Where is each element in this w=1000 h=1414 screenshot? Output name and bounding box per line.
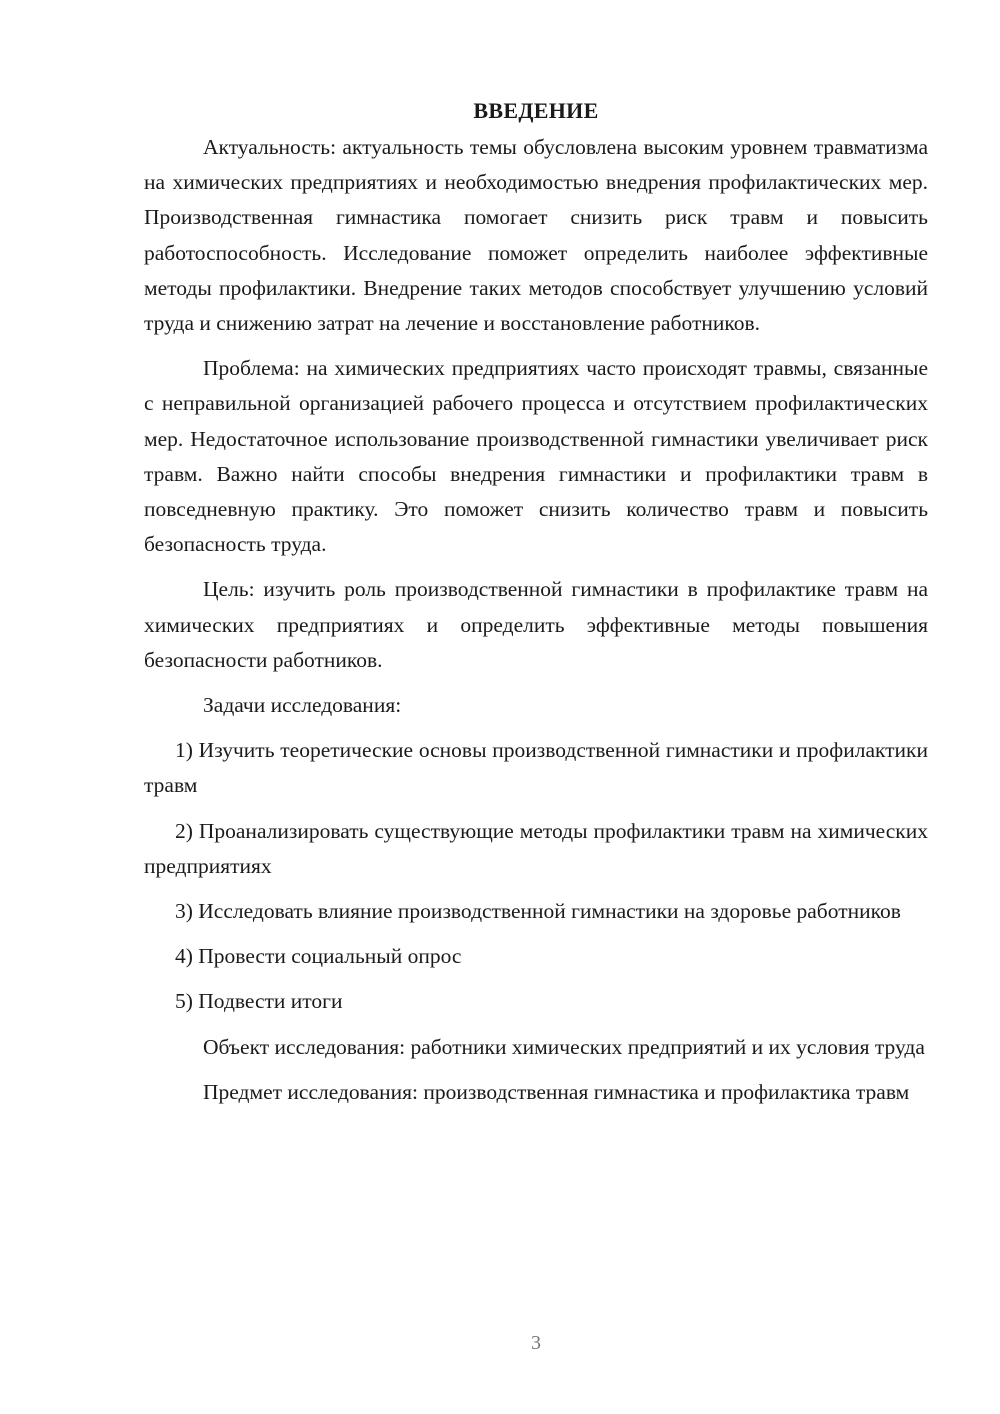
document-page — [144, 96, 928, 1120]
task-item-2: 2) Проанализировать существующие методы профилактики травм на химических предприятиях — [144, 818, 928, 878]
paragraph-tasks-intro: Задачи исследования: — [203, 693, 402, 718]
paragraph-goal: Цель: изучить роль производственной гимнастики в профилактике травм на химических предприятиях и определить эффективные методы повышения безопасности работников. — [144, 577, 928, 672]
paragraph-subject: Предмет исследования: производственная гимнастика и профилактика травм — [203, 1079, 910, 1104]
task-item-5: 5) Подвести итоги — [175, 989, 343, 1014]
paragraph-object: Объект исследования: работники химических предприятий и их условия труда — [203, 1034, 925, 1059]
page-number: 3 — [531, 1332, 541, 1354]
section-heading: ВВЕДЕНИЕ — [473, 98, 599, 123]
paragraph-problem: Проблема: на химических предприятиях часто происходят травмы, связанные с неправильной организацией рабочего процесса и отсутствием профилактических мер. Недостаточное использование производственной гимнастики увеличивает риск травм. Важно найти способы внедрения гимнастики и профилактики травм в повседневную практику. Это поможет снизить количество травм и повысить безопасность труда. — [144, 356, 928, 557]
paragraph-relevance: Актуальность: актуальность темы обусловлена высоким уровнем травматизма на химических предприятиях и необходимостью внедрения профилактических мер. Производственная гимнастика помогает снизить риск травм и повысить работоспособность. Исследование поможет определить наиболее эффективные методы профилактики. Внедрение таких методов способствует улучшению условий труда и снижению затрат на лечение и восстановление работников. — [144, 135, 928, 336]
task-item-4: 4) Провести социальный опрос — [175, 944, 462, 969]
task-item-1: 1) Изучить теоретические основы производственной гимнастики и профилактики травм — [144, 738, 928, 798]
task-item-3: 3) Исследовать влияние производственной гимнастики на здоровье работников — [175, 899, 901, 924]
